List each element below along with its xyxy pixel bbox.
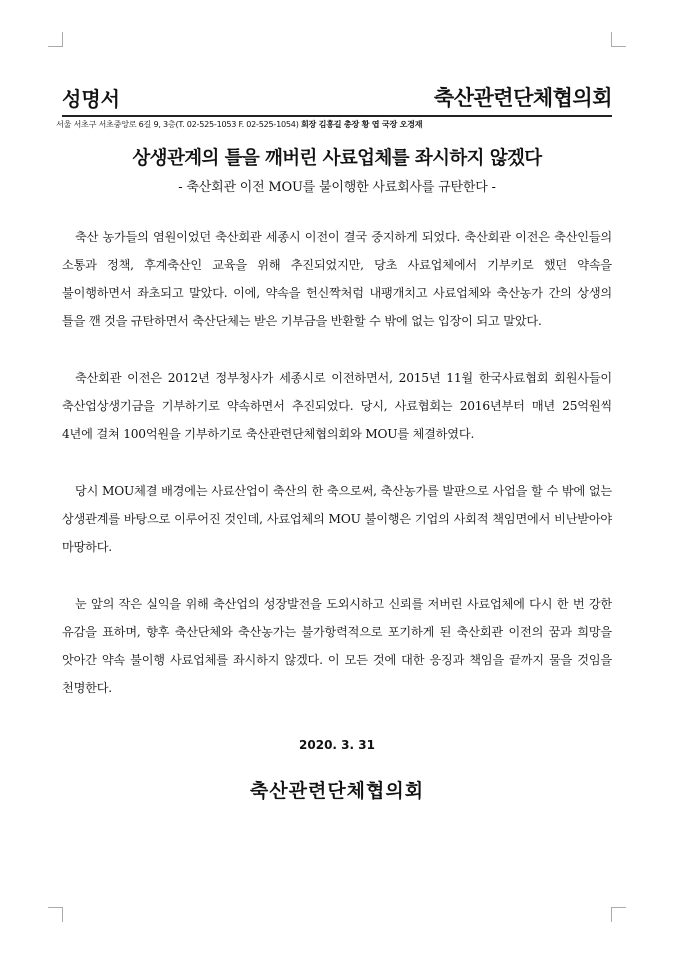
organization-title: 축산관련단체협의회: [433, 86, 612, 110]
paragraph: 축산회관 이전은 2012년 정부청사가 세종시로 이전하면서, 2015년 11월 한국사료협회 회원사들이 축산업상생기금을 기부하기로 약속하면서 추진되었다. 당시, 사료협회는 2016년부터 매년 25억원씩 4년에 걸쳐 100억원을 기부하기로 축산관련단체협의회와 MOU를 체결하였다.: [62, 371, 612, 441]
crop-mark-bottom-left: [48, 907, 63, 922]
contact-people: 회장 김홍길 총장 황 엽 국장 오경재: [300, 119, 423, 129]
crop-mark-top-right: [611, 32, 626, 47]
contact-line: [56, 119, 612, 130]
document-type: 성명서: [62, 87, 120, 111]
letterhead: [62, 82, 612, 117]
signature-organization: 축산관련단체협의회: [249, 780, 425, 802]
statement-subtitle: - 축산회관 이전 MOU를 불이행한 사료회사를 규탄한다 -: [178, 180, 496, 195]
statement-date: 2020. 3. 31: [299, 738, 375, 752]
paragraph: 당시 MOU체결 배경에는 사료산업이 축산의 한 축으로써, 축산농가를 발판으로 사업을 할 수 밖에 없는 상생관계를 바탕으로 이루어진 것인데, 사료업체의 MOU 불이행은 기업의 사회적 책임면에서 비난받아야 마땅하다.: [62, 484, 612, 554]
paragraph: 축산 농가들의 염원이었던 축산회관 세종시 이전이 결국 중지하게 되었다. 축산회관 이전은 축산인들의 소통과 정책, 후계축산인 교육을 위해 추진되었지만, 당초 사료업체에서 기부키로 했던 약속을 불이행하면서 좌초되고 말았다. 이에, 약속을 헌신짝처럼 내팽개치고 사료업체와 축산농가 간의 상생의 틀을 깬 것을 규탄하면서 축산단체는 받은 기부금을 반환할 수 밖에 없는 입장이 되고 말았다.: [62, 230, 612, 328]
crop-mark-bottom-right: [611, 907, 626, 922]
contact-address: 서울 서초구 서초중앙로 6길 9, 3층(T. 02-525-1053 F. 02-525-1054): [56, 119, 299, 129]
document-page: [56, 82, 612, 803]
crop-mark-top-left: [48, 32, 63, 47]
statement-title: 상생관계의 틀을 깨버린 사료업체를 좌시하지 않겠다: [132, 148, 542, 169]
paragraph: 눈 앞의 작은 실익을 위해 축산업의 성장발전을 도외시하고 신뢰를 저버린 사료업체에 다시 한 번 강한 유감을 표하며, 향후 축산단체와 축산농가는 불가항력적으로 포기하게 된 축산회관 이전의 꿈과 희망을 앗아간 약속 불이행 사료업체를 좌시하지 않겠다. 이 모든 것에 대한 응징과 책임을 끝까지 물을 것임을 천명한다.: [62, 597, 612, 695]
statement-body: [62, 223, 612, 702]
